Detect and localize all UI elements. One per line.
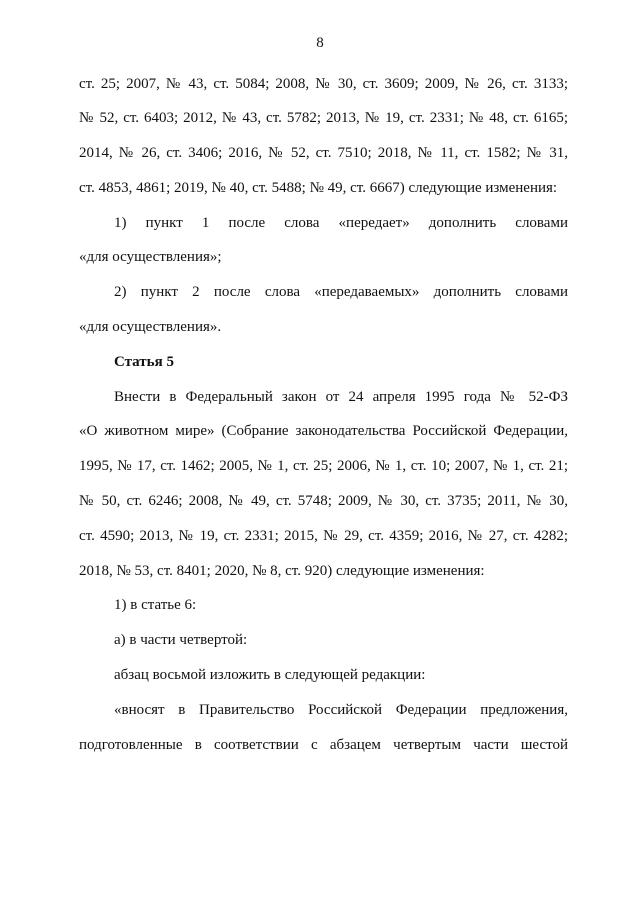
text-line: 1) в статье 6:: [114, 597, 197, 614]
document-body: [79, 67, 568, 763]
page-number: 8: [316, 35, 324, 51]
text-line: ст. 4853, 4861; 2019, № 40, ст. 5488; № 49, ст. 6667) следующие изменения:: [79, 179, 558, 196]
text-line: ст. 4590; 2013, № 19, ст. 2331; 2015, № 29, ст. 4359; 2016, № 27, ст. 4282;: [79, 527, 568, 544]
text-line: «для осуществления»;: [79, 249, 222, 266]
text-line: 2018, № 53, ст. 8401; 2020, № 8, ст. 920) следующие изменения:: [79, 562, 485, 579]
text-line: подготовленные в соответствии с абзацем четвертым части шестой: [79, 736, 568, 753]
text-line: 2014, № 26, ст. 3406; 2016, № 52, ст. 7510; 2018, № 11, ст. 1582; № 31,: [79, 145, 568, 162]
text-line: Внести в Федеральный закон от 24 апреля 1995 года № 52-ФЗ: [114, 388, 568, 405]
text-line: «О животном мире» (Собрание законодательства Российской Федерации,: [79, 423, 568, 440]
text-line: «вносят в Правительство Российской Федерации предложения,: [114, 701, 568, 718]
text-line: 2) пункт 2 после слова «передаваемых» дополнить словами: [114, 284, 568, 301]
text-line: 1) пункт 1 после слова «передает» дополнить словами: [114, 214, 568, 231]
text-line: а) в части четвертой:: [114, 632, 248, 649]
article-heading: Статья 5: [114, 353, 174, 370]
text-line: «для осуществления».: [79, 319, 222, 336]
text-line: № 52, ст. 6403; 2012, № 43, ст. 5782; 2013, № 19, ст. 2331; № 48, ст. 6165;: [79, 110, 568, 127]
text-line: 1995, № 17, ст. 1462; 2005, № 1, ст. 25; 2006, № 1, ст. 10; 2007, № 1, ст. 21;: [79, 458, 568, 475]
text-line: абзац восьмой изложить в следующей редакции:: [114, 667, 426, 684]
text-line: ст. 25; 2007, № 43, ст. 5084; 2008, № 30, ст. 3609; 2009, № 26, ст. 3133;: [79, 75, 568, 92]
text-line: № 50, ст. 6246; 2008, № 49, ст. 5748; 2009, № 30, ст. 3735; 2011, № 30,: [79, 493, 568, 510]
